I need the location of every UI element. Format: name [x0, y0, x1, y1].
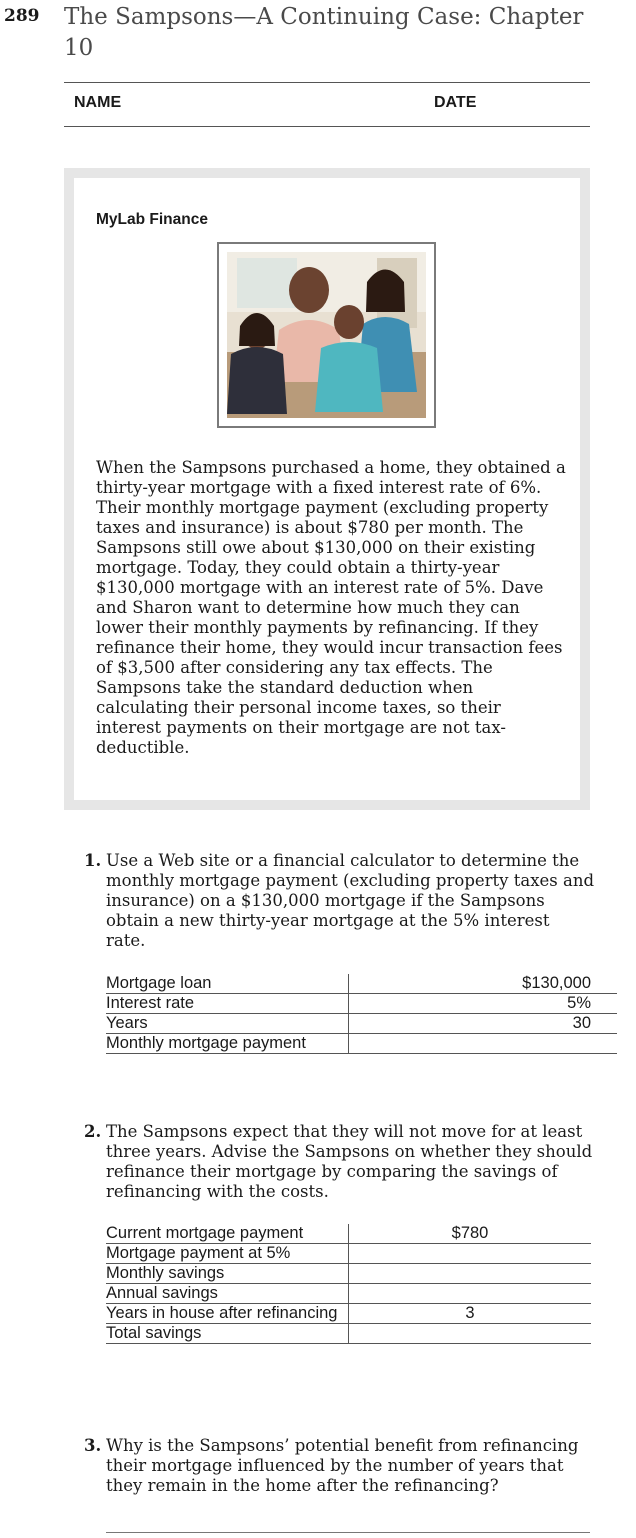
refinance-savings-table: [106, 1224, 591, 1344]
row-label: Monthly savings: [106, 1264, 349, 1284]
case-description: When the Sampsons purchased a home, they obtained a thirty-year mortgage with a fixed interest rate of 6%. Their monthly mortgage payment (excluding property taxes and insurance) is about $780 per month. The Sampsons still owe about $130,000 on their existing mortgage. Today, they could obtain a thirty-year $130,000 mortgage with an interest rate of 5%. Dave and Sharon want to determine how much they can lower their monthly payments by refinancing. If they refinance their home, they would incur transaction fees of $3,500 after considering any tax effects. The Sampsons take the standard deduction when calculating their personal income taxes, so their interest payments on their mortgage are not tax-deductible.: [96, 458, 566, 757]
question-2: [84, 1122, 594, 1202]
table-row: [106, 1224, 591, 1244]
table-row: [106, 1324, 591, 1344]
page-number: 289: [4, 6, 40, 26]
question-number: 2.: [84, 1122, 102, 1141]
table-row: [106, 1304, 591, 1324]
row-label: Monthly mortgage payment: [106, 1034, 349, 1054]
family-photo-illustration: [227, 252, 426, 418]
row-label: Total savings: [106, 1324, 349, 1344]
date-label: DATE: [434, 94, 477, 111]
question-text: The Sampsons expect that they will not move for at least three years. Advise the Sampsons on whether they should refinance their mortgage by comparing the savings of refinancing with the costs.: [106, 1122, 593, 1201]
mylab-label: MyLab Finance: [96, 211, 208, 228]
row-value[interactable]: [349, 1034, 618, 1054]
case-box: [64, 168, 590, 810]
table-row: [106, 1264, 591, 1284]
table-row: [106, 1014, 617, 1034]
row-value[interactable]: [349, 1264, 592, 1284]
question-number: 3.: [84, 1436, 102, 1455]
answer-line[interactable]: [106, 1532, 590, 1533]
row-value[interactable]: [349, 1284, 592, 1304]
row-label: Years: [106, 1014, 349, 1034]
table-row: [106, 994, 617, 1014]
table-row: [106, 974, 617, 994]
row-value[interactable]: $130,000: [349, 974, 618, 994]
row-label: Mortgage payment at 5%: [106, 1244, 349, 1264]
question-3: [84, 1436, 594, 1496]
table-row: [106, 1244, 591, 1264]
row-label: Annual savings: [106, 1284, 349, 1304]
table-row: [106, 1284, 591, 1304]
row-label: Mortgage loan: [106, 974, 349, 994]
question-number: 1.: [84, 851, 102, 870]
row-value[interactable]: 5%: [349, 994, 618, 1014]
name-label: NAME: [74, 94, 122, 111]
row-value[interactable]: 3: [349, 1304, 592, 1324]
question-text: Why is the Sampsons’ potential benefit from refinancing their mortgage influenced by the number of years that they remain in the home after the refinancing?: [106, 1436, 579, 1495]
case-inner-panel: [74, 178, 580, 800]
mortgage-payment-table: [106, 974, 617, 1054]
name-date-fields: [64, 82, 590, 127]
row-value[interactable]: [349, 1244, 592, 1264]
table-row: [106, 1034, 617, 1054]
row-label: Interest rate: [106, 994, 349, 1014]
row-label: Current mortgage payment: [106, 1224, 349, 1244]
row-value[interactable]: [349, 1324, 592, 1344]
question-text: Use a Web site or a financial calculator to determine the monthly mortgage payment (excluding property taxes and insurance) on a $130,000 mortgage if the Sampsons obtain a new thirty-year mortgage at the 5% interest rate.: [106, 851, 595, 950]
page-title: The Sampsons—A Continuing Case: Chapter 10: [64, 4, 584, 61]
question-1: [84, 851, 594, 951]
family-photo: [217, 242, 436, 428]
row-value[interactable]: 30: [349, 1014, 618, 1034]
row-value[interactable]: $780: [349, 1224, 592, 1244]
row-label: Years in house after refinancing: [106, 1304, 349, 1324]
